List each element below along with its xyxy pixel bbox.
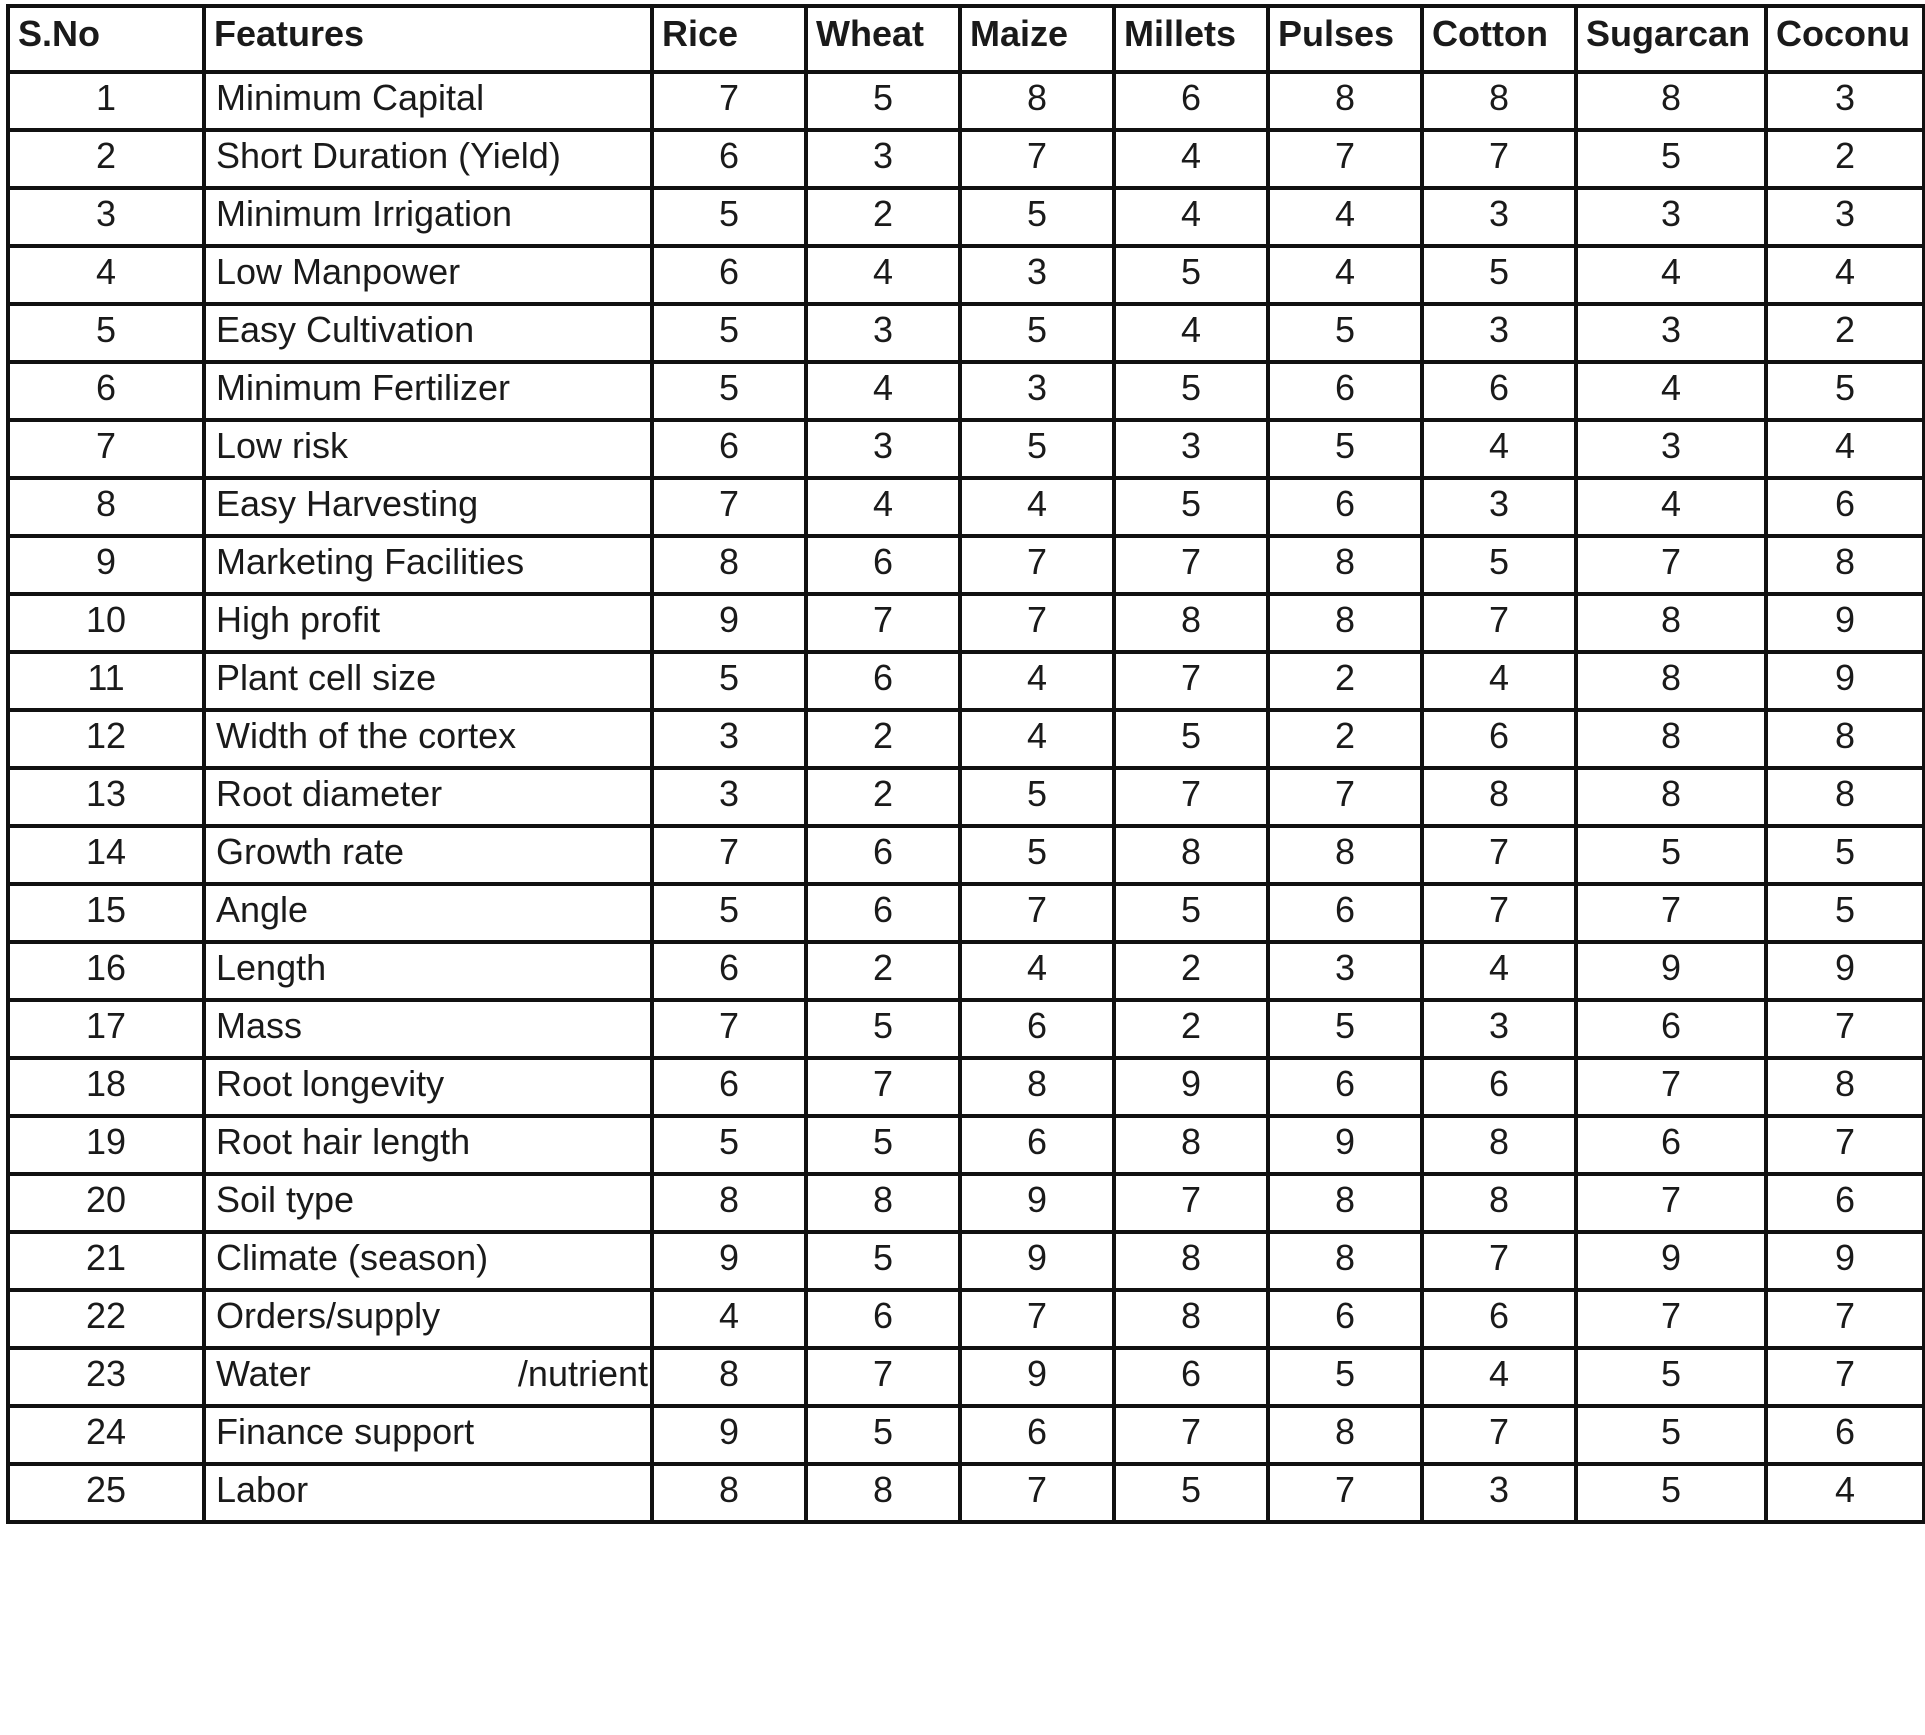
score-cell: 7 xyxy=(1114,768,1268,826)
feature-name-suffix: /nutrient xyxy=(517,1353,648,1394)
score-cell: 6 xyxy=(960,1406,1114,1464)
score-cell: 4 xyxy=(1114,130,1268,188)
table-row xyxy=(8,1290,1924,1348)
table-row xyxy=(8,1406,1924,1464)
score-cell: 4 xyxy=(1576,478,1766,536)
score-cell: 5 xyxy=(1576,1406,1766,1464)
feature-name-cell: Low Manpower xyxy=(204,246,652,304)
score-cell: 6 xyxy=(806,884,960,942)
score-cell: 7 xyxy=(1576,1290,1766,1348)
score-cell: 7 xyxy=(1114,536,1268,594)
score-cell: 7 xyxy=(1422,130,1576,188)
serial-number-cell: 10 xyxy=(8,594,204,652)
score-cell: 8 xyxy=(1576,768,1766,826)
feature-name-cell: Growth rate xyxy=(204,826,652,884)
score-cell: 2 xyxy=(1268,652,1422,710)
score-cell: 3 xyxy=(1576,304,1766,362)
score-cell: 8 xyxy=(652,1348,806,1406)
serial-number-cell: 1 xyxy=(8,72,204,130)
score-cell: 6 xyxy=(1114,72,1268,130)
score-cell: 6 xyxy=(1114,1348,1268,1406)
score-cell: 3 xyxy=(1422,478,1576,536)
crop-feature-table-container xyxy=(6,4,1916,1524)
score-cell: 5 xyxy=(1268,420,1422,478)
score-cell: 7 xyxy=(960,1290,1114,1348)
score-cell: 7 xyxy=(1422,1406,1576,1464)
score-cell: 3 xyxy=(1576,188,1766,246)
score-cell: 6 xyxy=(1422,710,1576,768)
score-cell: 8 xyxy=(1268,594,1422,652)
serial-number-cell: 24 xyxy=(8,1406,204,1464)
score-cell: 3 xyxy=(806,304,960,362)
score-cell: 8 xyxy=(1114,1232,1268,1290)
score-cell: 3 xyxy=(1422,188,1576,246)
score-cell: 2 xyxy=(1766,130,1924,188)
score-cell: 5 xyxy=(960,826,1114,884)
score-cell: 4 xyxy=(1576,362,1766,420)
score-cell: 7 xyxy=(1576,536,1766,594)
score-cell: 8 xyxy=(1576,652,1766,710)
table-row xyxy=(8,1348,1924,1406)
score-cell: 6 xyxy=(1422,362,1576,420)
score-cell: 5 xyxy=(1422,246,1576,304)
score-cell: 5 xyxy=(1576,130,1766,188)
score-cell: 6 xyxy=(652,942,806,1000)
score-cell: 8 xyxy=(1114,1290,1268,1348)
header-pulses: Pulses xyxy=(1268,6,1422,72)
score-cell: 4 xyxy=(1766,1464,1924,1522)
score-cell: 8 xyxy=(1766,768,1924,826)
feature-name-cell: Root longevity xyxy=(204,1058,652,1116)
feature-name-cell: Plant cell size xyxy=(204,652,652,710)
score-cell: 5 xyxy=(960,768,1114,826)
score-cell: 7 xyxy=(960,536,1114,594)
score-cell: 6 xyxy=(652,130,806,188)
table-row xyxy=(8,420,1924,478)
score-cell: 2 xyxy=(806,768,960,826)
score-cell: 4 xyxy=(806,478,960,536)
score-cell: 6 xyxy=(806,536,960,594)
score-cell: 3 xyxy=(1422,304,1576,362)
score-cell: 9 xyxy=(1766,652,1924,710)
score-cell: 4 xyxy=(1114,304,1268,362)
table-row xyxy=(8,362,1924,420)
table-body xyxy=(8,72,1924,1522)
score-cell: 4 xyxy=(960,652,1114,710)
serial-number-cell: 22 xyxy=(8,1290,204,1348)
score-cell: 6 xyxy=(1268,1058,1422,1116)
feature-name-cell: Length xyxy=(204,942,652,1000)
score-cell: 7 xyxy=(1268,1464,1422,1522)
score-cell: 7 xyxy=(1766,1000,1924,1058)
score-cell: 8 xyxy=(652,1464,806,1522)
score-cell: 8 xyxy=(1114,1116,1268,1174)
score-cell: 5 xyxy=(960,304,1114,362)
score-cell: 5 xyxy=(1766,826,1924,884)
score-cell: 5 xyxy=(1114,362,1268,420)
score-cell: 3 xyxy=(960,362,1114,420)
table-row xyxy=(8,130,1924,188)
score-cell: 5 xyxy=(652,188,806,246)
score-cell: 5 xyxy=(960,420,1114,478)
score-cell: 9 xyxy=(652,594,806,652)
serial-number-cell: 15 xyxy=(8,884,204,942)
feature-name-cell: Finance support xyxy=(204,1406,652,1464)
score-cell: 5 xyxy=(1422,536,1576,594)
feature-name-cell: Easy Harvesting xyxy=(204,478,652,536)
score-cell: 8 xyxy=(1766,710,1924,768)
score-cell: 9 xyxy=(1268,1116,1422,1174)
score-cell: 5 xyxy=(806,1000,960,1058)
score-cell: 5 xyxy=(1114,710,1268,768)
score-cell: 8 xyxy=(1422,1174,1576,1232)
header-sugarcane: Sugarcan xyxy=(1576,6,1766,72)
score-cell: 2 xyxy=(806,942,960,1000)
score-cell: 6 xyxy=(1422,1290,1576,1348)
serial-number-cell: 20 xyxy=(8,1174,204,1232)
feature-name-cell: Soil type xyxy=(204,1174,652,1232)
score-cell: 6 xyxy=(1268,478,1422,536)
table-row xyxy=(8,1116,1924,1174)
score-cell: 4 xyxy=(1268,188,1422,246)
serial-number-cell: 23 xyxy=(8,1348,204,1406)
score-cell: 8 xyxy=(806,1464,960,1522)
score-cell: 9 xyxy=(1766,594,1924,652)
score-cell: 3 xyxy=(1766,72,1924,130)
score-cell: 3 xyxy=(652,768,806,826)
score-cell: 6 xyxy=(1766,1174,1924,1232)
score-cell: 8 xyxy=(1576,72,1766,130)
header-cotton: Cotton xyxy=(1422,6,1576,72)
table-row xyxy=(8,710,1924,768)
score-cell: 6 xyxy=(1422,1058,1576,1116)
score-cell: 4 xyxy=(960,710,1114,768)
header-rice: Rice xyxy=(652,6,806,72)
score-cell: 7 xyxy=(1766,1290,1924,1348)
score-cell: 7 xyxy=(960,884,1114,942)
score-cell: 5 xyxy=(1766,884,1924,942)
table-row xyxy=(8,1464,1924,1522)
serial-number-cell: 11 xyxy=(8,652,204,710)
score-cell: 4 xyxy=(960,478,1114,536)
feature-name-cell: Orders/supply xyxy=(204,1290,652,1348)
table-row xyxy=(8,1000,1924,1058)
score-cell: 3 xyxy=(806,130,960,188)
score-cell: 6 xyxy=(652,1058,806,1116)
score-cell: 7 xyxy=(806,594,960,652)
crop-feature-table xyxy=(6,4,1925,1524)
score-cell: 3 xyxy=(960,246,1114,304)
header-wheat: Wheat xyxy=(806,6,960,72)
score-cell: 4 xyxy=(1576,246,1766,304)
serial-number-cell: 16 xyxy=(8,942,204,1000)
score-cell: 8 xyxy=(1268,826,1422,884)
score-cell: 7 xyxy=(1268,130,1422,188)
table-row xyxy=(8,768,1924,826)
score-cell: 4 xyxy=(1422,1348,1576,1406)
serial-number-cell: 21 xyxy=(8,1232,204,1290)
score-cell: 5 xyxy=(960,188,1114,246)
score-cell: 4 xyxy=(1268,246,1422,304)
table-row xyxy=(8,942,1924,1000)
score-cell: 4 xyxy=(1114,188,1268,246)
score-cell: 7 xyxy=(1422,884,1576,942)
score-cell: 8 xyxy=(1268,1232,1422,1290)
feature-name-cell: Short Duration (Yield) xyxy=(204,130,652,188)
score-cell: 9 xyxy=(652,1406,806,1464)
score-cell: 7 xyxy=(1576,884,1766,942)
score-cell: 4 xyxy=(1422,420,1576,478)
score-cell: 7 xyxy=(652,72,806,130)
score-cell: 5 xyxy=(652,1116,806,1174)
score-cell: 6 xyxy=(806,652,960,710)
table-row xyxy=(8,1058,1924,1116)
table-row xyxy=(8,478,1924,536)
score-cell: 7 xyxy=(1114,1406,1268,1464)
score-cell: 9 xyxy=(1576,1232,1766,1290)
score-cell: 7 xyxy=(1576,1174,1766,1232)
serial-number-cell: 3 xyxy=(8,188,204,246)
feature-name-cell xyxy=(204,1348,652,1406)
score-cell: 5 xyxy=(1114,478,1268,536)
score-cell: 6 xyxy=(1766,478,1924,536)
score-cell: 8 xyxy=(1576,594,1766,652)
score-cell: 8 xyxy=(652,1174,806,1232)
feature-name-text: Water xyxy=(216,1353,311,1394)
score-cell: 8 xyxy=(1268,72,1422,130)
score-cell: 7 xyxy=(1268,768,1422,826)
serial-number-cell: 5 xyxy=(8,304,204,362)
score-cell: 9 xyxy=(652,1232,806,1290)
feature-name-cell: Low risk xyxy=(204,420,652,478)
feature-name-cell: Minimum Fertilizer xyxy=(204,362,652,420)
feature-name-cell: Root hair length xyxy=(204,1116,652,1174)
score-cell: 5 xyxy=(1114,884,1268,942)
score-cell: 3 xyxy=(1422,1464,1576,1522)
score-cell: 7 xyxy=(1766,1348,1924,1406)
table-row xyxy=(8,304,1924,362)
serial-number-cell: 8 xyxy=(8,478,204,536)
feature-name-cell: Minimum Capital xyxy=(204,72,652,130)
serial-number-cell: 13 xyxy=(8,768,204,826)
score-cell: 7 xyxy=(1422,1232,1576,1290)
serial-number-cell: 17 xyxy=(8,1000,204,1058)
score-cell: 4 xyxy=(1422,942,1576,1000)
table-row xyxy=(8,652,1924,710)
score-cell: 7 xyxy=(960,594,1114,652)
score-cell: 6 xyxy=(1766,1406,1924,1464)
table-row xyxy=(8,594,1924,652)
score-cell: 5 xyxy=(1114,246,1268,304)
score-cell: 5 xyxy=(652,304,806,362)
score-cell: 8 xyxy=(1422,768,1576,826)
score-cell: 2 xyxy=(806,188,960,246)
score-cell: 9 xyxy=(1114,1058,1268,1116)
table-row xyxy=(8,536,1924,594)
score-cell: 5 xyxy=(652,362,806,420)
score-cell: 7 xyxy=(806,1348,960,1406)
score-cell: 6 xyxy=(806,826,960,884)
score-cell: 8 xyxy=(1268,536,1422,594)
score-cell: 7 xyxy=(1422,594,1576,652)
score-cell: 7 xyxy=(652,826,806,884)
feature-name-cell: Mass xyxy=(204,1000,652,1058)
feature-name-cell: Easy Cultivation xyxy=(204,304,652,362)
score-cell: 8 xyxy=(1114,826,1268,884)
score-cell: 7 xyxy=(1576,1058,1766,1116)
score-cell: 7 xyxy=(960,130,1114,188)
score-cell: 3 xyxy=(652,710,806,768)
feature-name-cell: Minimum Irrigation xyxy=(204,188,652,246)
serial-number-cell: 7 xyxy=(8,420,204,478)
header-maize: Maize xyxy=(960,6,1114,72)
serial-number-cell: 2 xyxy=(8,130,204,188)
score-cell: 2 xyxy=(806,710,960,768)
score-cell: 8 xyxy=(960,1058,1114,1116)
header-features: Features xyxy=(204,6,652,72)
score-cell: 6 xyxy=(1268,362,1422,420)
score-cell: 6 xyxy=(1576,1116,1766,1174)
feature-name-cell: Root diameter xyxy=(204,768,652,826)
header-millets: Millets xyxy=(1114,6,1268,72)
score-cell: 7 xyxy=(652,1000,806,1058)
score-cell: 3 xyxy=(1114,420,1268,478)
score-cell: 5 xyxy=(1766,362,1924,420)
score-cell: 8 xyxy=(1576,710,1766,768)
score-cell: 9 xyxy=(1576,942,1766,1000)
score-cell: 8 xyxy=(1422,72,1576,130)
score-cell: 8 xyxy=(1422,1116,1576,1174)
score-cell: 4 xyxy=(1422,652,1576,710)
score-cell: 7 xyxy=(1766,1116,1924,1174)
serial-number-cell: 6 xyxy=(8,362,204,420)
score-cell: 5 xyxy=(1114,1464,1268,1522)
score-cell: 5 xyxy=(1576,1464,1766,1522)
score-cell: 5 xyxy=(806,1406,960,1464)
score-cell: 8 xyxy=(1766,536,1924,594)
table-row xyxy=(8,246,1924,304)
serial-number-cell: 14 xyxy=(8,826,204,884)
header-sno: S.No xyxy=(8,6,204,72)
feature-name-cell: Labor xyxy=(204,1464,652,1522)
score-cell: 6 xyxy=(1268,1290,1422,1348)
table-row xyxy=(8,188,1924,246)
feature-name-cell: Angle xyxy=(204,884,652,942)
score-cell: 7 xyxy=(1114,1174,1268,1232)
score-cell: 8 xyxy=(960,72,1114,130)
score-cell: 5 xyxy=(1576,826,1766,884)
score-cell: 3 xyxy=(1422,1000,1576,1058)
score-cell: 2 xyxy=(1114,1000,1268,1058)
serial-number-cell: 9 xyxy=(8,536,204,594)
score-cell: 5 xyxy=(1576,1348,1766,1406)
score-cell: 4 xyxy=(960,942,1114,1000)
score-cell: 6 xyxy=(652,246,806,304)
feature-name-cell: High profit xyxy=(204,594,652,652)
feature-name-cell: Marketing Facilities xyxy=(204,536,652,594)
score-cell: 4 xyxy=(806,246,960,304)
score-cell: 9 xyxy=(960,1348,1114,1406)
serial-number-cell: 25 xyxy=(8,1464,204,1522)
header-coconut: Coconu xyxy=(1766,6,1924,72)
score-cell: 2 xyxy=(1268,710,1422,768)
score-cell: 3 xyxy=(1268,942,1422,1000)
score-cell: 8 xyxy=(1268,1406,1422,1464)
score-cell: 8 xyxy=(1268,1174,1422,1232)
score-cell: 8 xyxy=(652,536,806,594)
score-cell: 9 xyxy=(1766,942,1924,1000)
score-cell: 5 xyxy=(1268,1348,1422,1406)
table-row xyxy=(8,884,1924,942)
score-cell: 4 xyxy=(1766,246,1924,304)
feature-name-cell: Climate (season) xyxy=(204,1232,652,1290)
score-cell: 9 xyxy=(960,1232,1114,1290)
score-cell: 6 xyxy=(806,1290,960,1348)
score-cell: 5 xyxy=(1268,304,1422,362)
score-cell: 7 xyxy=(1114,652,1268,710)
table-row xyxy=(8,1232,1924,1290)
score-cell: 9 xyxy=(960,1174,1114,1232)
score-cell: 6 xyxy=(960,1000,1114,1058)
serial-number-cell: 19 xyxy=(8,1116,204,1174)
table-row xyxy=(8,72,1924,130)
score-cell: 9 xyxy=(1766,1232,1924,1290)
score-cell: 5 xyxy=(806,1116,960,1174)
serial-number-cell: 12 xyxy=(8,710,204,768)
serial-number-cell: 18 xyxy=(8,1058,204,1116)
score-cell: 3 xyxy=(1766,188,1924,246)
score-cell: 7 xyxy=(1422,826,1576,884)
score-cell: 4 xyxy=(652,1290,806,1348)
score-cell: 7 xyxy=(652,478,806,536)
score-cell: 6 xyxy=(1268,884,1422,942)
score-cell: 3 xyxy=(1576,420,1766,478)
score-cell: 7 xyxy=(806,1058,960,1116)
score-cell: 4 xyxy=(1766,420,1924,478)
score-cell: 5 xyxy=(806,1232,960,1290)
table-row xyxy=(8,826,1924,884)
score-cell: 7 xyxy=(960,1464,1114,1522)
score-cell: 3 xyxy=(806,420,960,478)
table-row xyxy=(8,1174,1924,1232)
score-cell: 6 xyxy=(652,420,806,478)
score-cell: 8 xyxy=(806,1174,960,1232)
score-cell: 2 xyxy=(1766,304,1924,362)
serial-number-cell: 4 xyxy=(8,246,204,304)
score-cell: 5 xyxy=(1268,1000,1422,1058)
table-header-row xyxy=(8,6,1924,72)
score-cell: 5 xyxy=(806,72,960,130)
score-cell: 5 xyxy=(652,884,806,942)
score-cell: 8 xyxy=(1114,594,1268,652)
score-cell: 5 xyxy=(652,652,806,710)
score-cell: 6 xyxy=(960,1116,1114,1174)
score-cell: 8 xyxy=(1766,1058,1924,1116)
score-cell: 2 xyxy=(1114,942,1268,1000)
score-cell: 4 xyxy=(806,362,960,420)
score-cell: 6 xyxy=(1576,1000,1766,1058)
feature-name-cell: Width of the cortex xyxy=(204,710,652,768)
